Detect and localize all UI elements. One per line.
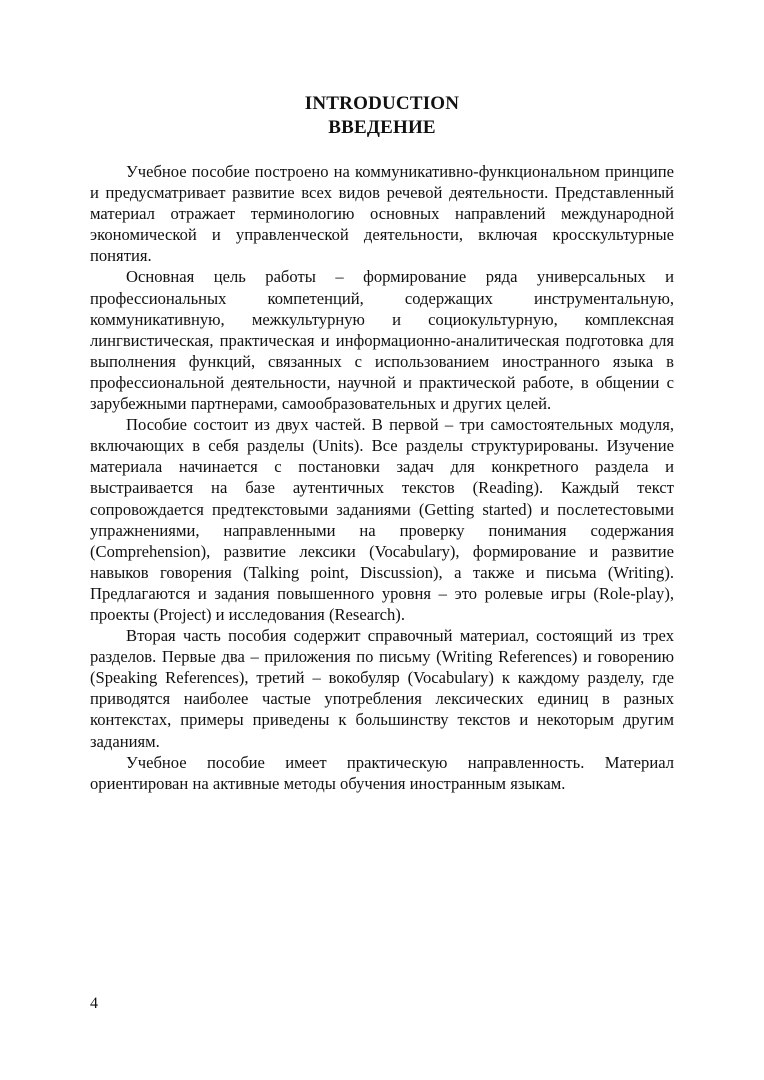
body-text (90, 161, 674, 794)
paragraph-4: Вторая часть пособия содержит справочный материал, состоящий из трех разделов. Первые два – приложения по письму (Writing References) и говорению (Speaking References), третий – вокобуляр (Vocabulary) к каждому разделу, где приводятся наиболее частые употребления лексических единиц в разных контекстах, примеры приведены к большинству текстов и некоторым другим заданиям. (90, 626, 674, 751)
title-russian: ВВЕДЕНИЕ (328, 117, 436, 138)
paragraph-1: Учебное пособие построено на коммуникативно-функциональном принципе и предусматривает развитие всех видов речевой деятельности. Представленный материал отражает терминологию основных направлений международной экономической и управленческой деятельности, включая кросскультурные понятия. (90, 162, 674, 266)
title-english: INTRODUCTION (304, 93, 460, 114)
paragraph-2: Основная цель работы – формирование ряда универсальных и профессиональных компетенций, содержащих инструментальную, коммуникативную, межкультурную и социокультурную, комплексная лингвистическая, практическая и информационно-аналитическая подготовка для выполнения функций, связанных с использованием иностранного языка в профессиональной деятельности, научной и практической работе, в общении с зарубежными партнерами, самообразовательных и других целей. (90, 267, 674, 414)
page-number: 4 (90, 995, 98, 1012)
paragraph-3: Пособие состоит из двух частей. В первой – три самостоятельных модуля, включающих в себя разделы (Units). Все разделы структурированы. Изучение материала начинается с постановки задач для конкретного раздела и выстраивается на базе аутентичных текстов (Reading). Каждый текст сопровождается предтекстовыми заданиями (Getting started) и послетестовыми упражнениями, направленными на проверку понимания содержания (Comprehension), развитие лексики (Vocabulary), формирование и развитие навыков говорения (Talking point, Discussion), а также и письма (Writing). Предлагаются и задания повышенного уровня – это ролевые игры (Role-play), проекты (Project) и исследования (Research). (90, 415, 674, 624)
paragraph-5: Учебное пособие имеет практическую направленность. Материал ориентирован на активные методы обучения иностранным языкам. (90, 752, 674, 793)
